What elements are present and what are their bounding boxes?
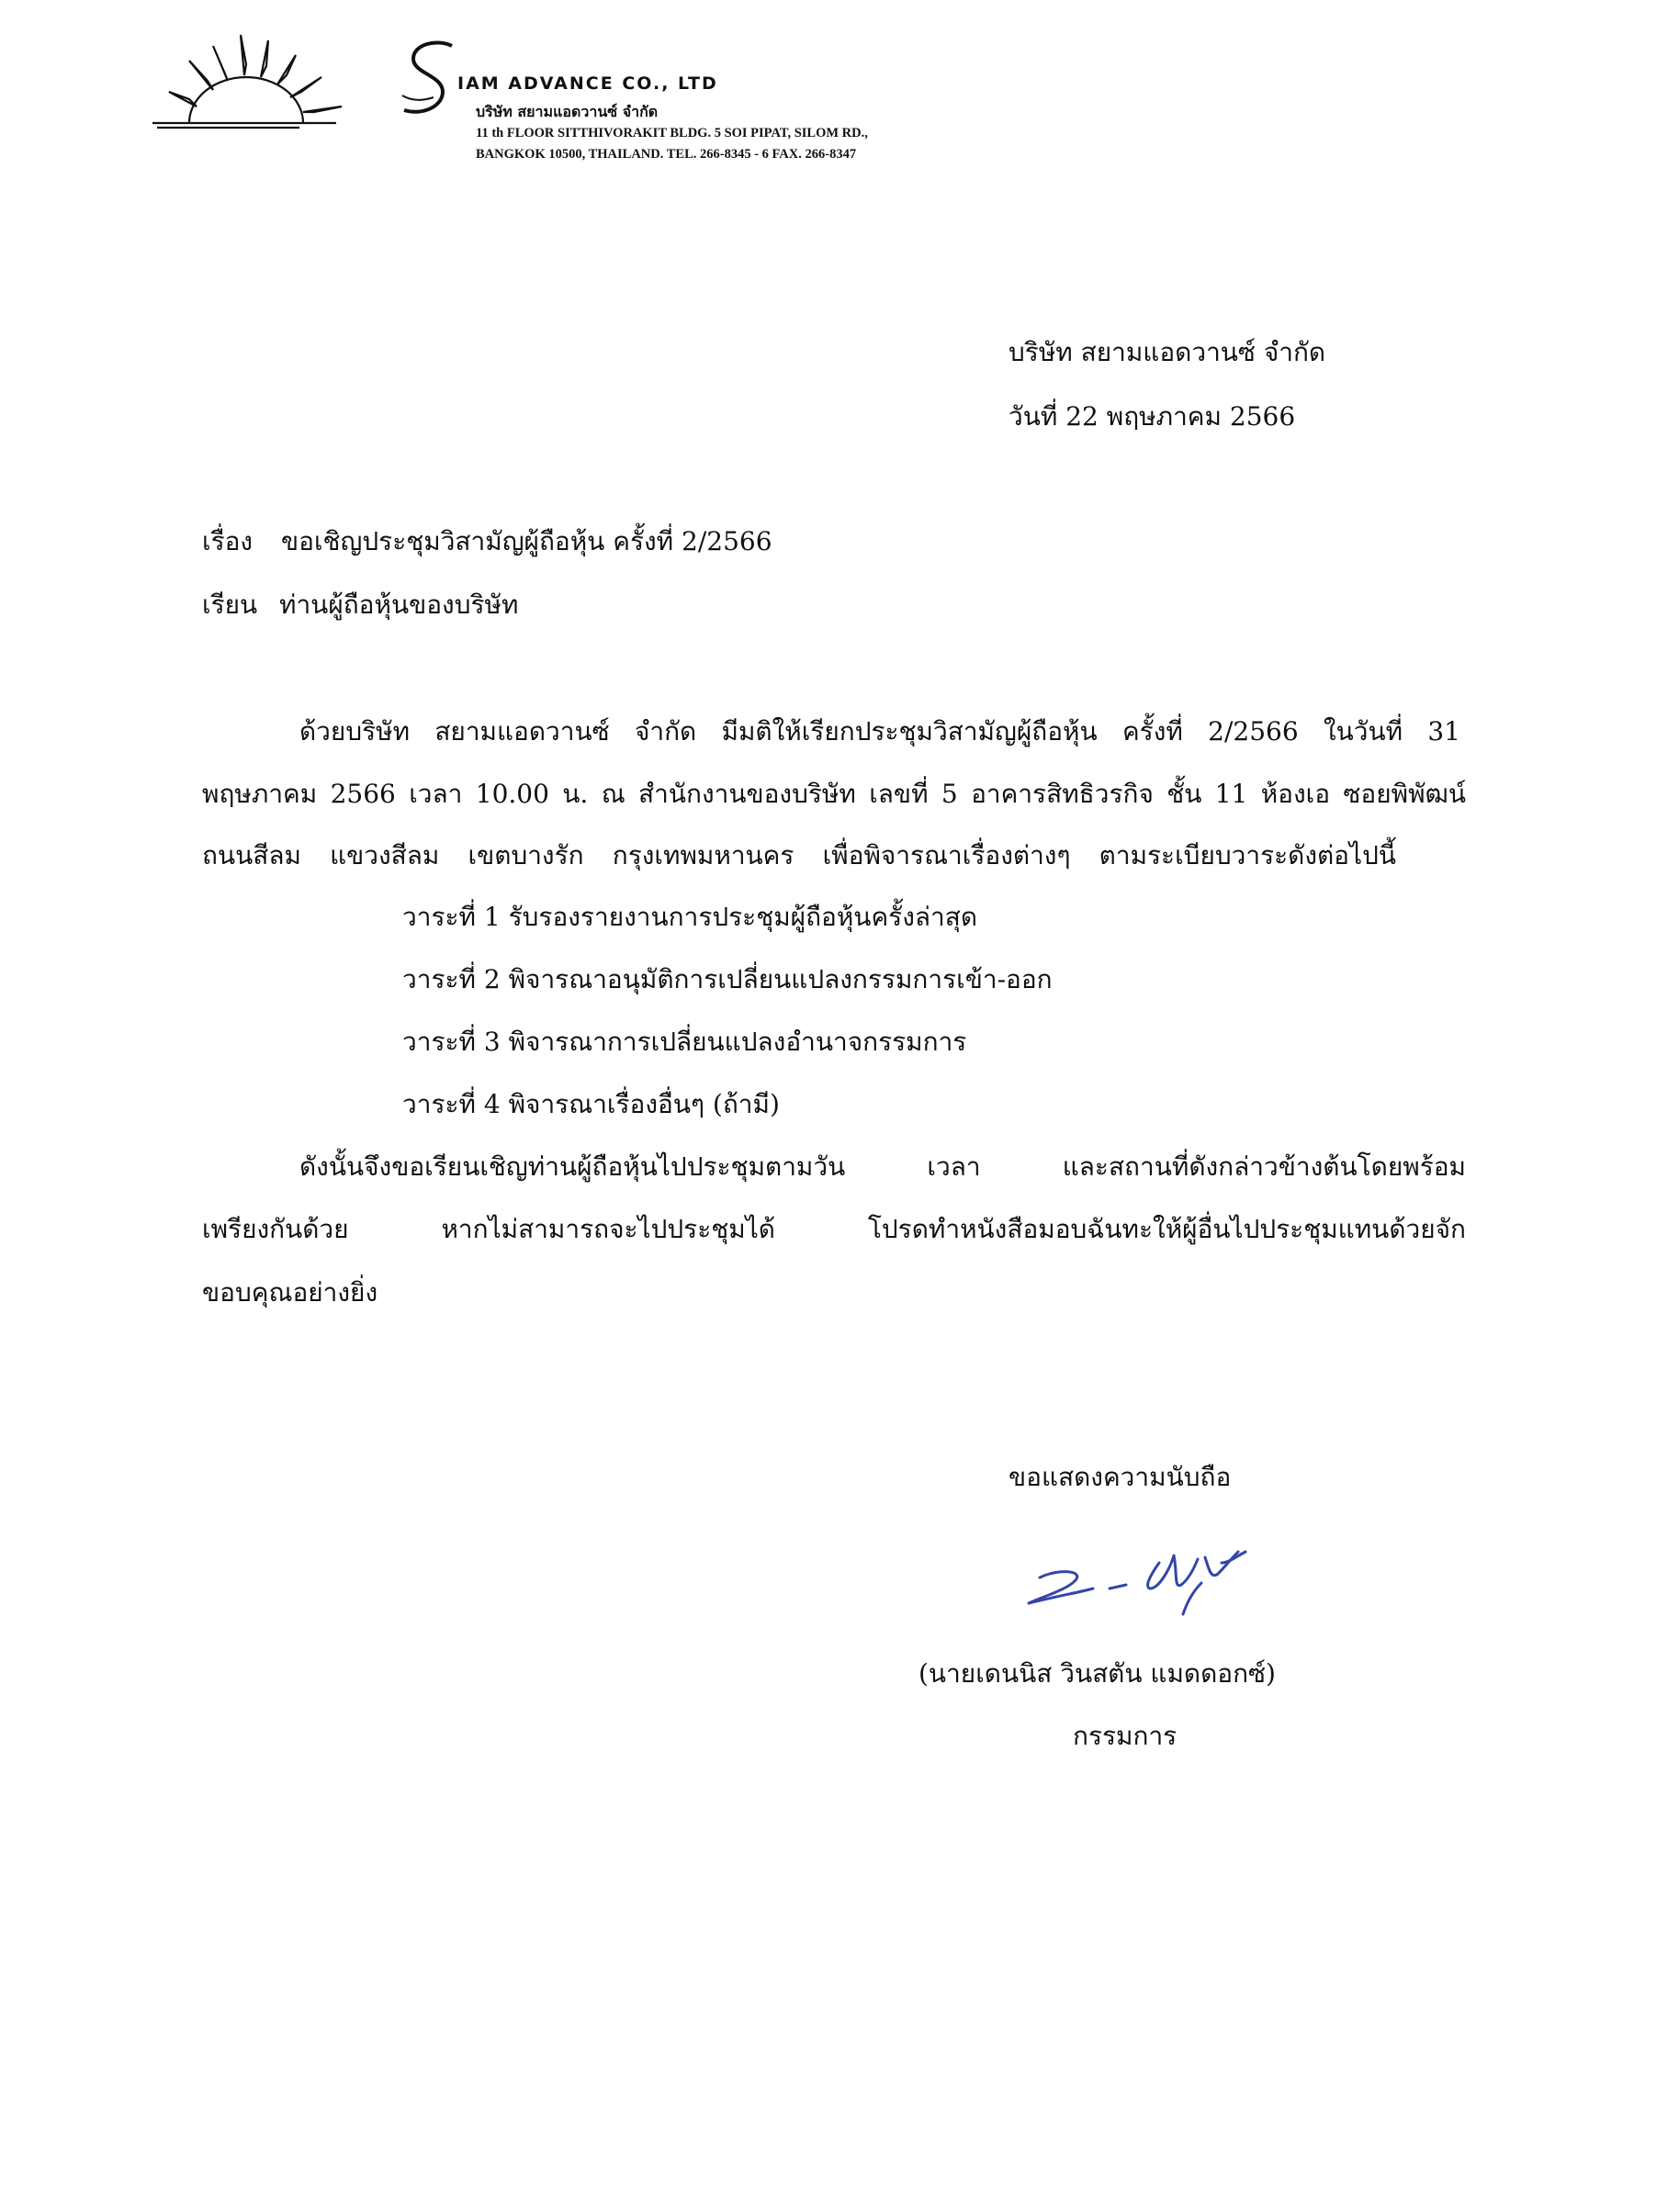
sun-logo-icon (152, 33, 364, 134)
recipient-text: ท่านผู้ถือหุ้นของบริษัท (279, 589, 519, 620)
signer-title: กรรมการ (1073, 1721, 1178, 1751)
subject-text: ขอเชิญประชุมวิสามัญผู้ถือหุ้น ครั้งที่ 2/2566 (281, 526, 772, 556)
letterhead-company-name-th: บริษัท สยามแอดวานซ์ จำกัด (476, 103, 659, 120)
signature-icon (1021, 1532, 1283, 1620)
letterhead-company-name-en: IAM ADVANCE CO., LTD (457, 73, 718, 94)
recipient-label: เรียน (202, 589, 258, 620)
body-para1-line3: ถนนสีลม แขวงสีลม เขตบางรัก กรุงเทพมหานคร เพื่อพิจารณาเรื่องต่างๆ ตามระเบียบวาระดังต่อไปนี้ (202, 840, 1396, 870)
body-para2-line3: ขอบคุณอย่างยิ่ง (202, 1277, 378, 1308)
body-para2-line1: ดังนั้นจึงขอเรียนเชิญท่านผู้ถือหุ้นไปประชุมตามวัน เวลา และสถานที่ดังกล่าวข้างต้นโดยพร้อม (299, 1151, 1466, 1182)
body-para1-line1: ด้วยบริษัท สยามแอดวานซ์ จำกัด มีมติให้เรียกประชุมวิสามัญผู้ถือหุ้น ครั้งที่ 2/2566 ในวันที่ 31 (299, 716, 1460, 747)
header-date: วันที่ 22 พฤษภาคม 2566 (1009, 401, 1296, 432)
agenda-item-3: วาระที่ 3 พิจารณาการเปลี่ยนแปลงอำนาจกรรมการ (402, 1027, 967, 1057)
signer-name: (นายเดนนิส วินสตัน แมดดอกซ์) (918, 1658, 1276, 1689)
s-letter-logo-icon (400, 40, 461, 118)
body-para1-line2: พฤษภาคม 2566 เวลา 10.00 น. ณ สำนักงานของบริษัท เลขที่ 5 อาคารสิทธิวรกิจ ชั้น 11 ห้องเอ ซอยพิพัฒน์ (202, 779, 1466, 809)
agenda-item-1: วาระที่ 1 รับรองรายงานการประชุมผู้ถือหุ้นครั้งล่าสุด (402, 902, 978, 932)
subject-label: เรื่อง (202, 526, 254, 556)
letterhead-address-line2: BANGKOK 10500, THAILAND. TEL. 266-8345 - 6 FAX. 266-8347 (476, 147, 857, 162)
body-para2-line2: เพรียงกันด้วย หากไม่สามารถจะไปประชุมได้ โปรดทำหนังสือมอบฉันทะให้ผู้อื่นไปประชุมแทนด้วยจัก (202, 1214, 1466, 1244)
closing-regards: ขอแสดงความนับถือ (1009, 1462, 1232, 1492)
agenda-item-4: วาระที่ 4 พิจารณาเรื่องอื่นๆ (ถ้ามี) (402, 1089, 780, 1119)
agenda-item-2: วาระที่ 2 พิจารณาอนุมัติการเปลี่ยนแปลงกรรมการเข้า-ออก (402, 964, 1053, 994)
letterhead-address-line1: 11 th FLOOR SITTHIVORAKIT BLDG. 5 SOI PIPAT, SILOM RD., (476, 126, 868, 140)
header-company: บริษัท สยามแอดวานซ์ จำกัด (1009, 337, 1326, 367)
